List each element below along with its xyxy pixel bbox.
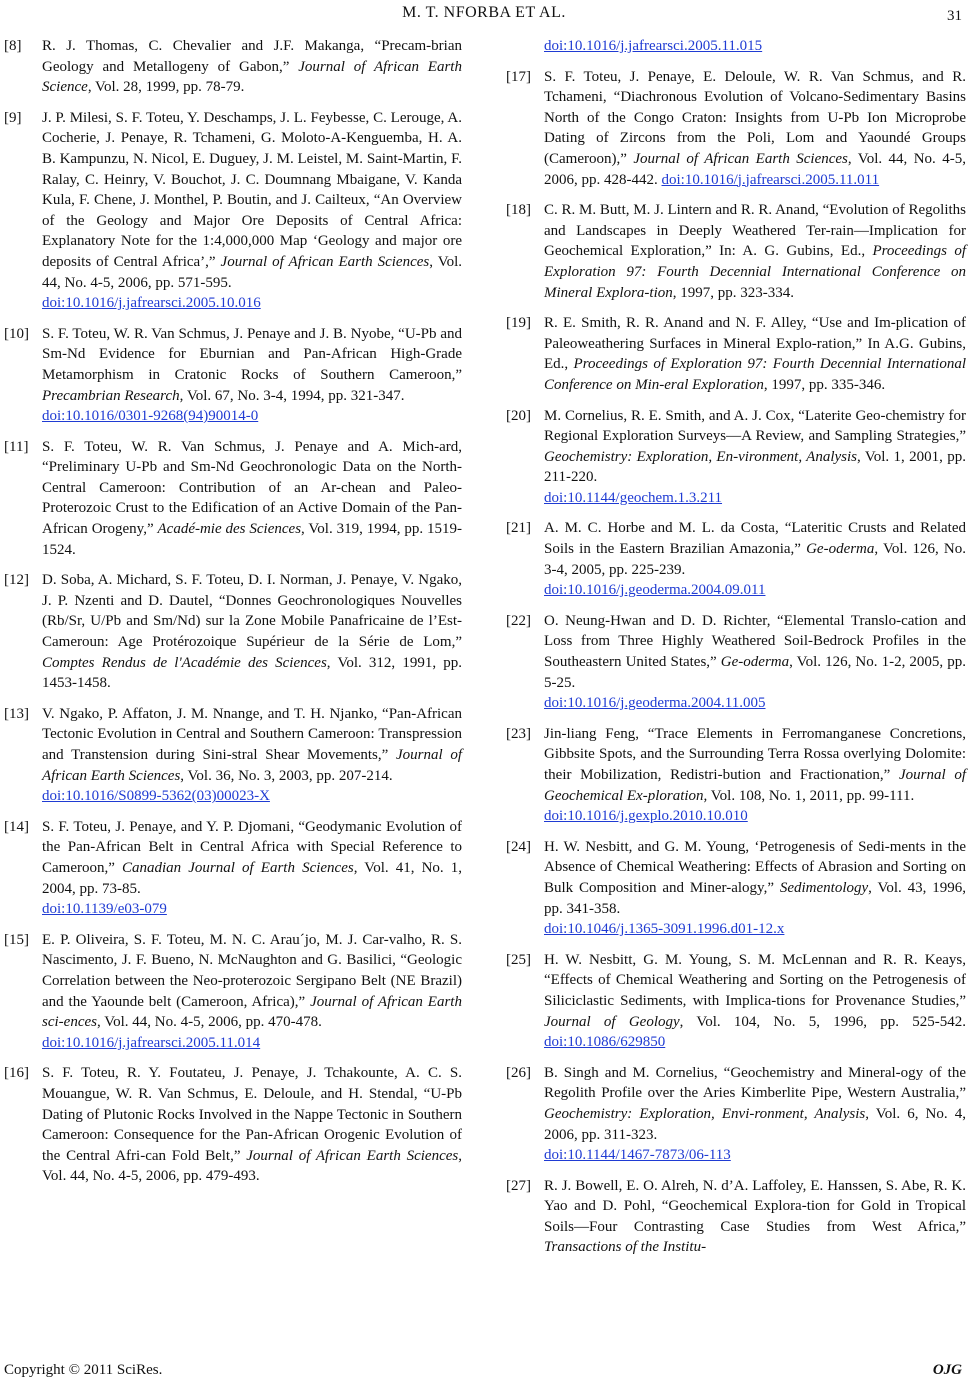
reference-item [506, 200, 966, 303]
reference-item [4, 36, 462, 98]
reference-doi-link[interactable]: doi:10.1144/1467-7873/06-113 [544, 1147, 731, 1164]
reference-doi-link[interactable]: doi:10.1016/j.jafrearsci.2005.11.011 [661, 171, 880, 188]
reference-details: , Vol. 28, 1999, pp. 78-79. [87, 79, 245, 96]
reference-number: [22] [506, 612, 531, 629]
reference-doi-link[interactable]: doi:10.1139/e03-079 [42, 901, 167, 918]
reference-item [4, 324, 462, 427]
reference-number: [20] [506, 407, 531, 424]
copyright-notice: Copyright © 2011 SciRes. [4, 1362, 163, 1378]
reference-details: , Vol. 312, 1991, pp. 1453-1458. [42, 654, 463, 692]
reference-details: , Vol. 104, No. 5, 1996, pp. 525-542. [679, 1013, 966, 1030]
reference-venue: Journal of African Earth Sciences [42, 747, 462, 784]
reference-number: [12] [4, 572, 29, 589]
reference-doi-link[interactable]: doi:10.1016/j.jafrearsci.2005.11.014 [42, 1034, 261, 1051]
reference-number: [19] [506, 315, 531, 332]
reference-details: , Vol. 44, No. 4-5, 2006, pp. 470-478. [96, 1014, 322, 1031]
continued-reference [506, 36, 966, 57]
reference-venue: Journal of African Earth Science [42, 58, 462, 96]
reference-item [506, 724, 966, 827]
reference-number: [13] [4, 705, 29, 722]
reference-authors-title: D. Soba, A. Michard, S. F. Toteu, D. I. Norman, J. Penaye, V. Ngako, J. P. Nzenti and D. Dautel, “Donnes Geochronologiques Nouvelles (Rb/Sr, U/Pb and Sm/Nd) sur la Zone Mobile Panafricaine de l’Est-Cameroun: Age Protérozoique Supérieur de la Série de Lom,” [42, 572, 462, 651]
reference-item [4, 1063, 462, 1187]
reference-number: [27] [506, 1177, 531, 1194]
reference-doi-link[interactable]: doi:10.1016/S0899-5362(03)00023-X [42, 788, 270, 805]
reference-doi-link[interactable]: doi:10.1086/629850 [544, 1034, 666, 1051]
reference-details: Vol. 108, No. 1, 2011, pp. 99-111. [707, 787, 915, 804]
reference-item [4, 704, 462, 807]
reference-doi-link[interactable]: doi:10.1046/j.1365-3091.1996.d01-12.x [544, 921, 785, 938]
reference-details: , Vol. 44, No. 4-5, 2006, pp. 571-595. [42, 253, 463, 291]
reference-authors-title: A. M. C. Horbe and M. L. da Costa, “Lateritic Crusts and Related Soils in the Eastern Brazilian Amazonia,” [544, 520, 966, 558]
running-header [0, 4, 968, 26]
reference-details: , 1997, pp. 323-334. [672, 284, 794, 301]
reference-venue: Proceedings of Exploration 97: Fourth Decennial International Conference on Mineral Explora-tion [544, 243, 966, 301]
reference-venue: Journal of African Earth sci-ences [42, 993, 462, 1031]
reference-venue: Journal of African Earth Sciences [633, 150, 848, 167]
reference-details: , Vol. 44, No. 4-5, 2006, pp. 428-442. [544, 150, 966, 188]
page-footer [0, 1362, 968, 1384]
reference-item [4, 930, 462, 1054]
reference-authors-title: S. F. Toteu, R. Y. Foutateu, J. Penaye, J. Tchakounte, A. C. S. Mouangue, W. R. Van Schmus, E. Deloule, and H. Stendal, “U-Pb Dating of Plutonic Rocks Involved in the Nappe Tectonic in Southern Cameroon: Consequence for the Pan-African Orogenic Evolution of the Central Afri-can Fold Belt,” [42, 1065, 462, 1164]
reference-authors-title: M. Cornelius, R. E. Smith, and A. J. Cox, “Laterite Geo-chemistry for Regional Exploration Surveys—A Review, and Sampling Strategies,” [544, 407, 966, 445]
reference-number: [26] [506, 1064, 531, 1081]
reference-venue: Journal of African Earth Sciences [220, 253, 430, 270]
reference-number: [17] [506, 68, 531, 85]
reference-authors-title: C. R. M. Butt, M. J. Lintern and R. R. Anand, “Evolution of Regoliths and Landscapes in Deeply Weathered Ter-rain—Implication for Geochemical Exploration,” In: A. G. Gubins, Ed., [544, 202, 966, 260]
reference-item [506, 313, 966, 395]
reference-authors-title: E. P. Oliveira, S. F. Toteu, M. N. C. Arau´jo, M. J. Car-valho, R. S. Nascimento, J. F. Bueno, N. McNaughton and G. Basilici, “Geologic Correlation between the Neo-proterozoic Sergipano Belt (NE Brazil) and the Yaounde belt (Cameroon, Africa),” [42, 931, 462, 1010]
reference-authors-title: O. Neung-Hwan and D. D. Richter, “Elemental Translo-cation and Loss from Three Highly Weathered Soil-Bedrock Profiles in the Southeastern United States,” [544, 612, 966, 671]
reference-item [4, 108, 462, 314]
reference-authors-title: Jin-liang Feng, “Trace Elements in Ferromanganese Concretions, Gibbsite Spots, and the Surrounding Terra Rossa overlying Dolomite: their Mobilization, Redistri-bution and Fractionation,” [544, 725, 966, 783]
reference-authors-title: B. Singh and M. Cornelius, “Geochemistry and Mineral-ogy of the Regolith Profile over the Aries Kimberlite Pipe, Western Australia,” [544, 1064, 966, 1102]
reference-authors-title: R. E. Smith, R. R. Anand and N. F. Alley, “Use and Im-plication of Paleoweathering Surfaces in Mineral Explo-ration,” In A.G. Gubins, Ed., [544, 315, 966, 373]
reference-details: , 1997, pp. 335-346. [763, 376, 886, 393]
reference-item [506, 837, 966, 940]
reference-venue: Journal of Geochemical Ex-ploration, [544, 767, 966, 804]
reference-number: [14] [4, 818, 29, 835]
reference-number: [24] [506, 838, 531, 855]
reference-doi-link[interactable]: doi:10.1016/j.geoderma.2004.09.011 [544, 582, 766, 599]
reference-venue: Ge-oderma [720, 654, 790, 671]
reference-number: [15] [4, 931, 29, 948]
journal-abbrev: OJG [932, 1362, 962, 1378]
reference-details: , Vol. 44, No. 4-5, 2006, pp. 479-493. [42, 1147, 462, 1185]
reference-authors-title: H. W. Nesbitt, and G. M. Young, ‘Petrogenesis of Sedi-ments in the Absence of Chemical Weathering: Effects of Abrasion and Sorting on Bulk Composition and Miner-alogy,” [544, 838, 966, 896]
reference-venue: Journal of African Earth Sciences [246, 1147, 459, 1164]
reference-details: , Vol. 36, No. 3, 2003, pp. 207-214. [180, 767, 393, 784]
reference-number: [10] [4, 325, 29, 342]
reference-number: [18] [506, 202, 531, 219]
reference-details: , Vol. 126, No. 3-4, 2005, pp. 225-239. [544, 541, 966, 578]
reference-venue: Geochemistry: Exploration, Envi-ronment, Analysis [544, 1105, 866, 1122]
reference-item [506, 67, 966, 191]
reference-number: [16] [4, 1065, 29, 1082]
reference-authors-title: S. F. Toteu, J. Penaye, E. Deloule, W. R. Van Schmus, and R. Tchameni, “Diachronous Evolution of Volcano-Sedimentary Basins North of the Congo Craton: Insights from U-Pb Ion Microprobe Dating of Zircons from the Poli, Lom and Yaoundé Groups (Cameroon),” [544, 68, 966, 167]
reference-venue: Ge-oderma [806, 541, 875, 558]
reference-doi-link[interactable]: doi:10.1016/j.gexplo.2010.10.010 [544, 808, 748, 825]
reference-item [506, 406, 966, 509]
reference-venue: Acadé-mie des Sciences [157, 521, 302, 538]
reference-number: [11] [4, 438, 29, 455]
reference-number: [25] [506, 951, 531, 968]
reference-venue: Comptes Rendus de l'Académie des Sciences [42, 654, 327, 671]
reference-number: [21] [506, 520, 531, 537]
reference-authors-title: J. P. Milesi, S. F. Toteu, Y. Deschamps, J. L. Feybesse, C. Lerouge, A. Cocherie, J. Penaye, R. Tchameni, G. Moloto-A-Kenguemba, H. A. B. Kampunzu, N. Nicol, E. Duguey, J. M. Leistel, M. Saint-Martin, F. Ralay, C. Heinry, V. Bouchot, J. C. Doumnang Mbaigane, V. Kanda Kula, F. Chene, J. Monthel, P. Boutin, and J. Cailteux, “An Overview of the Geology and Major Ore Deposits of Central Africa: Explanatory Note for the 1:4,000,000 Map ‘Geology and major ore deposits of Central Africa’,” [42, 109, 462, 270]
reference-authors-title: S. F. Toteu, W. R. Van Schmus, J. Penaye and J. B. Nyobe, “U-Pb and Sm-Nd Evidence for Eburnian and Pan-African High-Grade Metamorphism in Cratonic Rocks of Southern Cameroon,” [42, 325, 462, 383]
page-number: 31 [947, 8, 962, 24]
reference-details: , Vol. 6, No. 4, 2006, pp. 311-323. [544, 1105, 966, 1143]
reference-item [4, 817, 462, 920]
reference-authors-title: R. J. Bowell, E. O. Alreh, N. d’A. Laffoley, E. Hanssen, S. Abe, R. K. Yao and D. Pohl, “Geochemical Explora-tion for Gold in Tropical Soils—Four Contrasting Case Studies from West Africa,” [544, 1177, 966, 1235]
reference-item [4, 437, 462, 561]
reference-authors-title: S. F. Toteu, J. Penaye, and Y. P. Djomani, “Geodymanic Evolution of the Pan-African Belt in Central Africa with Special Reference to Cameroon,” [42, 818, 462, 876]
reference-item [506, 1176, 966, 1258]
reference-venue: Sedimentology [779, 879, 869, 896]
reference-doi-link[interactable]: doi:10.1144/geochem.1.3.211 [544, 489, 723, 506]
right-column [506, 36, 966, 1268]
reference-item [506, 1063, 966, 1166]
reference-authors-title: H. W. Nesbitt, G. M. Young, S. M. McLennan and R. R. Keays, “Effects of Chemical Weathering and Sorting on the Petrogenesis of Siliciclastic Sediments, with Implica-tions for Provenance Studies,” [544, 951, 966, 1009]
reference-doi-link[interactable]: doi:10.1016/j.geoderma.2004.11.005 [544, 695, 766, 712]
reference-details: , Vol. 319, 1994, pp. 1519-1524. [42, 521, 462, 558]
reference-doi-link[interactable]: doi:10.1016/0301-9268(94)90014-0 [42, 408, 259, 425]
reference-details: , Vol. 126, No. 1-2, 2005, pp. 5-25. [544, 654, 966, 691]
reference-details: , Vol. 43, 1996, pp. 341-358. [544, 879, 966, 917]
reference-authors-title: V. Ngako, P. Affaton, J. M. Nnange, and T. H. Njanko, “Pan-African Tectonic Evolution in Central and Southern Cameroon: Transpression and Transtension during Sini-stral Shear Movements,” [42, 705, 462, 763]
reference-venue: Transactions of the Institu- [544, 1239, 707, 1256]
reference-item [506, 611, 966, 714]
reference-venue: Proceedings of Exploration 97: Fourth Decennial International Conference on Min-eral Exploration [544, 356, 966, 393]
reference-authors-title: S. F. Toteu, W. R. Van Schmus, J. Penaye and A. Mich-ard, “Preliminary U-Pb and Sm-Nd Geochronologic Data on the North-Central Cameroon: Contribution of an Ar-chean and Paleo-Proterozoic Crust to the Edification of an Active Domain of the Pan-African Orogeny,” [42, 438, 462, 538]
reference-venue: Precambrian Research [42, 387, 180, 404]
reference-venue: Journal of Geology [544, 1013, 680, 1030]
reference-venue: Canadian Journal of Earth Sciences [122, 859, 354, 876]
reference-number: [8] [4, 38, 22, 54]
reference-doi-link[interactable]: doi:10.1016/j.jafrearsci.2005.10.016 [42, 295, 261, 312]
reference-details: , Vol. 41, No. 1, 2004, pp. 73-85. [42, 859, 462, 897]
reference-number: [9] [4, 109, 22, 126]
left-column [4, 36, 462, 1197]
reference-authors-title: R. J. Thomas, C. Chevalier and J.F. Makanga, “Precam-brian Geology and Metallogeny of Gabon,” [42, 38, 462, 75]
reference-number: [23] [506, 725, 531, 742]
reference-item [506, 518, 966, 600]
reference-details: , Vol. 67, No. 3-4, 1994, pp. 321-347. [179, 387, 405, 404]
reference-doi-link[interactable]: doi:10.1016/j.jafrearsci.2005.11.015 [544, 38, 763, 54]
reference-item [4, 570, 462, 694]
reference-details: , Vol. 1, 2001, pp. 211-220. [544, 448, 966, 486]
reference-item [506, 950, 966, 1053]
reference-venue: Geochemistry: Exploration, En-vironment, Analysis [544, 448, 858, 465]
running-title: M. T. NFORBA ET AL. [402, 4, 566, 21]
